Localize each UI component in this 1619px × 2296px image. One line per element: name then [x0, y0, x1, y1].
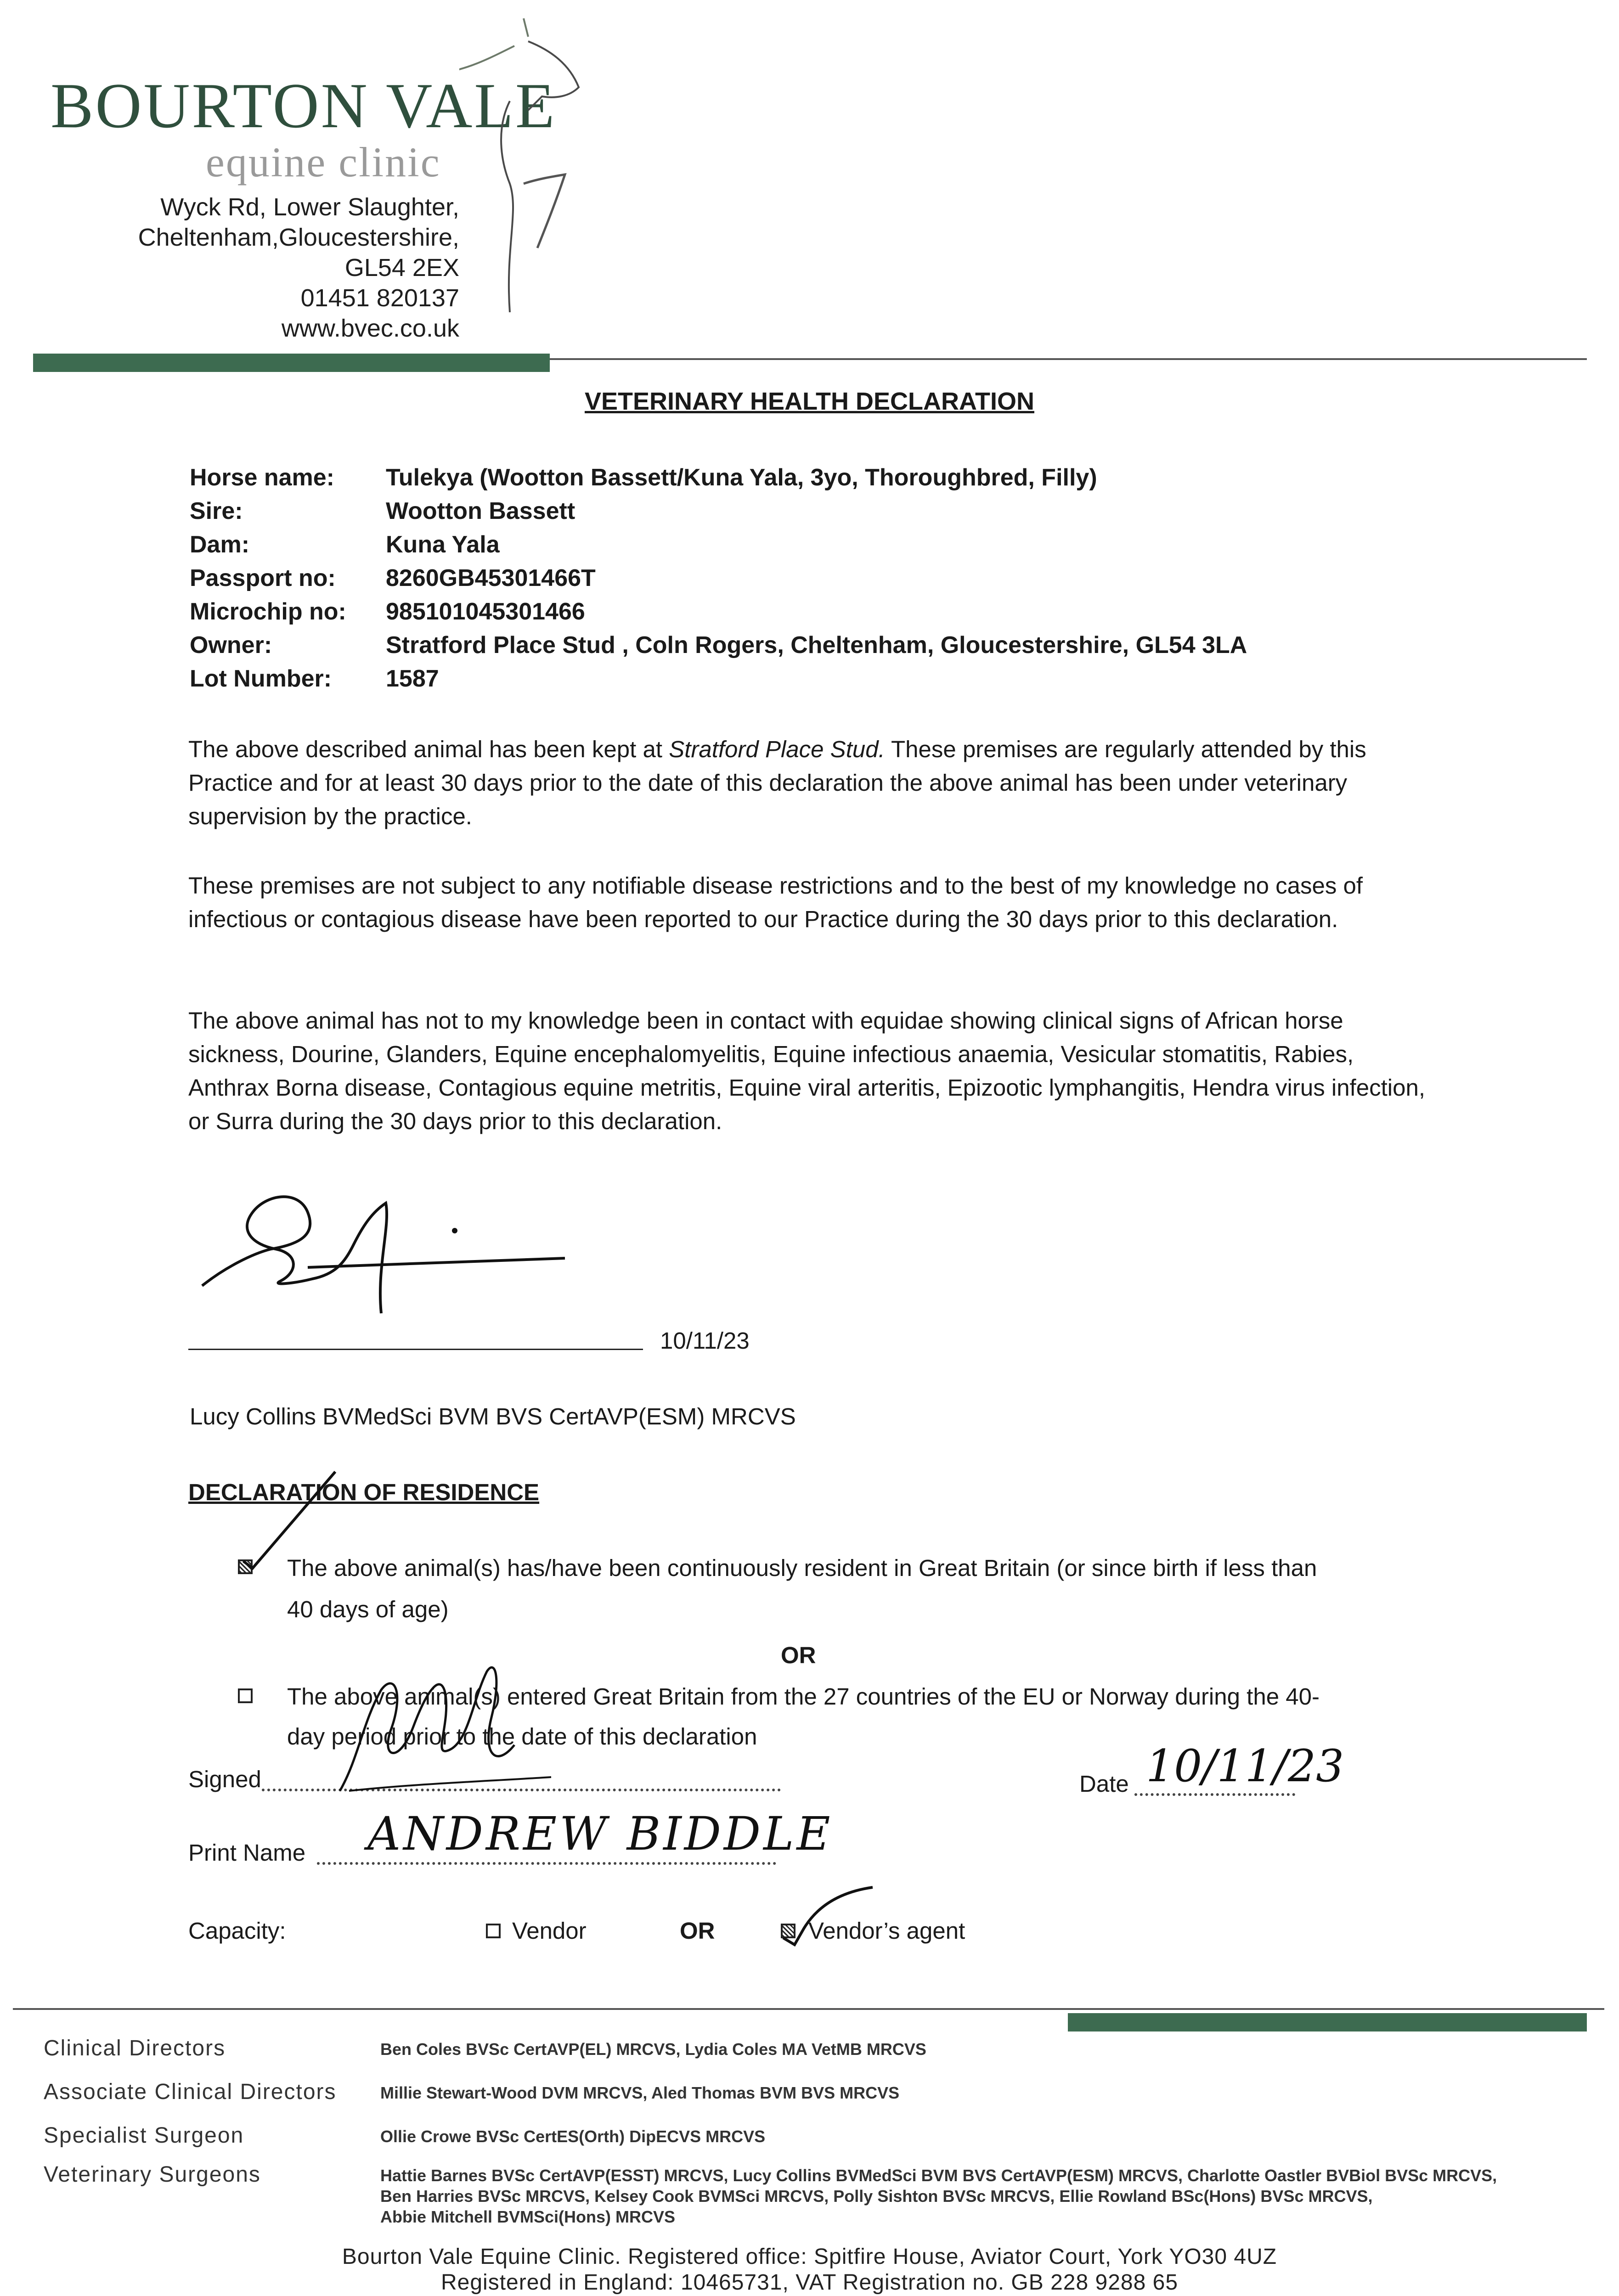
- p1-premises-name: Stratford Place Stud.: [669, 736, 885, 762]
- date-label: Date: [1079, 1771, 1129, 1797]
- dam-label: Dam:: [190, 531, 250, 558]
- dam-value: Kuna Yala: [386, 531, 500, 558]
- footer-names-vets-line1: Hattie Barnes BVSc CertAVP(ESST) MRCVS, Lucy Collins BVMedSci BVM BVS CertAVP(ESM) MRCVS, Charlotte Oastler BVBiol BVSc MRCVS,: [380, 2166, 1497, 2185]
- paragraph-premises: [188, 732, 1433, 833]
- capacity-agent-label: Vendor’s agent: [808, 1918, 965, 1944]
- clinic-name: BOURTON VALE: [51, 70, 557, 141]
- horse-name-value: Tulekya (Wootton Bassett/Kuna Yala, 3yo, Thoroughbred, Filly): [386, 464, 1097, 491]
- residence-option2-checkbox[interactable]: [238, 1688, 253, 1703]
- lot-number-label: Lot Number:: [190, 665, 332, 692]
- capacity-or-label: OR: [680, 1918, 715, 1944]
- owner-signature: [322, 1653, 560, 1805]
- residence-option2-text: The above animal(s) entered Great Britain from the 27 countries of the EU or Norway during the 40-: [287, 1683, 1320, 1710]
- footer-role-specialist-surgeon: Specialist Surgeon: [44, 2123, 244, 2148]
- sire-value: Wootton Bassett: [386, 498, 575, 524]
- passport-label: Passport no:: [190, 565, 336, 591]
- print-name-value: ANDREW BIDDLE: [367, 1807, 833, 1861]
- address-line: Cheltenham,Gloucestershire,: [138, 224, 459, 251]
- passport-value: 8260GB45301466T: [386, 565, 596, 591]
- sire-label: Sire:: [190, 498, 243, 524]
- print-name-dotted-line: [317, 1862, 776, 1865]
- vet-signature-date: 10/11/23: [660, 1328, 750, 1354]
- address-line: GL54 2EX: [344, 254, 459, 281]
- residence-heading: DECLARATION OF RESIDENCE: [188, 1479, 540, 1505]
- footer-role-associate-directors: Associate Clinical Directors: [44, 2080, 337, 2104]
- residence-or-label: OR: [781, 1642, 816, 1668]
- footer-names-vets-line2: Ben Harries BVSc MRCVS, Kelsey Cook BVMSci MRCVS, Polly Sishton BVSc MRCVS, Ellie Rowland BSc(Hons) BVSc MRCVS,: [380, 2187, 1373, 2206]
- signed-label: Signed: [188, 1766, 261, 1792]
- header-rule: [550, 358, 1587, 360]
- residence-option1-text: The above animal(s) has/have been continuously resident in Great Britain (or since birth if less than: [287, 1555, 1317, 1581]
- owner-value: Stratford Place Stud , Coln Rogers, Cheltenham, Gloucestershire, GL54 3LA: [386, 632, 1247, 658]
- capacity-vendor-label: Vendor: [512, 1918, 587, 1944]
- horse-logo-icon: [459, 9, 611, 321]
- capacity-label: Capacity:: [188, 1918, 286, 1944]
- clinic-subtitle: equine clinic: [206, 139, 441, 186]
- residence-option1-text-cont: 40 days of age): [287, 1596, 449, 1622]
- address-line: 01451 820137: [300, 284, 459, 312]
- clinic-address: [92, 192, 459, 343]
- residence-date-value: 10/11/23: [1146, 1740, 1344, 1792]
- header-accent-bar: [33, 354, 550, 372]
- owner-label: Owner:: [190, 632, 272, 658]
- paragraph-disease: These premises are not subject to any notifiable disease restrictions and to the best of my knowledge no cases of infectious or contagious disease have been reported to our Practice during the 30 days prior to this declaration.: [188, 872, 1363, 932]
- microchip-value: 985101045301466: [386, 598, 585, 625]
- paragraph-contact: The above animal has not to my knowledge been in contact with equidae showing clinical signs of African horse sickness, Dourine, Glanders, Equine encephalomyelitis, Equine infectious anaemia, Vesicular stomatitis, Rabies, Anthrax Borna disease, Contagious equine metritis, Equine viral arteritis, Epizootic lymphangitis, Hendra virus infection, or Surra during the 30 days prior to this declaration.: [188, 1007, 1425, 1134]
- document-title: VETERINARY HEALTH DECLARATION: [584, 388, 1034, 415]
- vet-name: Lucy Collins BVMedSci BVM BVS CertAVP(ESM) MRCVS: [190, 1403, 796, 1429]
- footer-registration: Registered in England: 10465731, VAT Registration no. GB 228 9288 65: [440, 2270, 1179, 2295]
- footer-names-associate-directors: Millie Stewart-Wood DVM MRCVS, Aled Thomas BVM BVS MRCVS: [380, 2083, 900, 2102]
- p1-text-rest: These premises are regularly attended by this Practice and for at least 30 days prior to the date of this declaration the above animal has been under veterinary supervision by the practice.: [188, 736, 1366, 829]
- lot-number-value: 1587: [386, 665, 439, 692]
- date-dotted-line: [1134, 1793, 1295, 1796]
- vet-signature: [188, 1176, 574, 1322]
- footer-names-vets-line3: Abbie Mitchell BVMSci(Hons) MRCVS: [380, 2207, 676, 2226]
- print-name-label: Print Name: [188, 1840, 306, 1866]
- address-line: Wyck Rd, Lower Slaughter,: [160, 193, 459, 221]
- footer-registered-office: Bourton Vale Equine Clinic. Registered office: Spitfire House, Aviator Court, York YO30 4UZ: [342, 2245, 1277, 2269]
- residence-option2-text-cont: day period prior to the date of this declaration: [287, 1723, 757, 1750]
- horse-name-label: Horse name:: [190, 464, 334, 491]
- footer-names-clinical-directors: Ben Coles BVSc CertAVP(EL) MRCVS, Lydia Coles MA VetMB MRCVS: [380, 2040, 926, 2059]
- footer-role-clinical-directors: Clinical Directors: [44, 2036, 226, 2060]
- footer-rule: [13, 2008, 1604, 2010]
- capacity-vendor-checkbox[interactable]: [486, 1924, 501, 1938]
- address-line: www.bvec.co.uk: [281, 315, 459, 342]
- microchip-label: Microchip no:: [190, 598, 346, 625]
- vet-signature-line: [188, 1349, 643, 1350]
- footer-accent-bar: [1068, 2013, 1587, 2032]
- footer-role-veterinary-surgeons: Veterinary Surgeons: [44, 2162, 261, 2187]
- footer-names-specialist-surgeon: Ollie Crowe BVSc CertES(Orth) DipECVS MRCVS: [380, 2127, 766, 2146]
- p1-text: The above described animal has been kept at: [188, 736, 669, 762]
